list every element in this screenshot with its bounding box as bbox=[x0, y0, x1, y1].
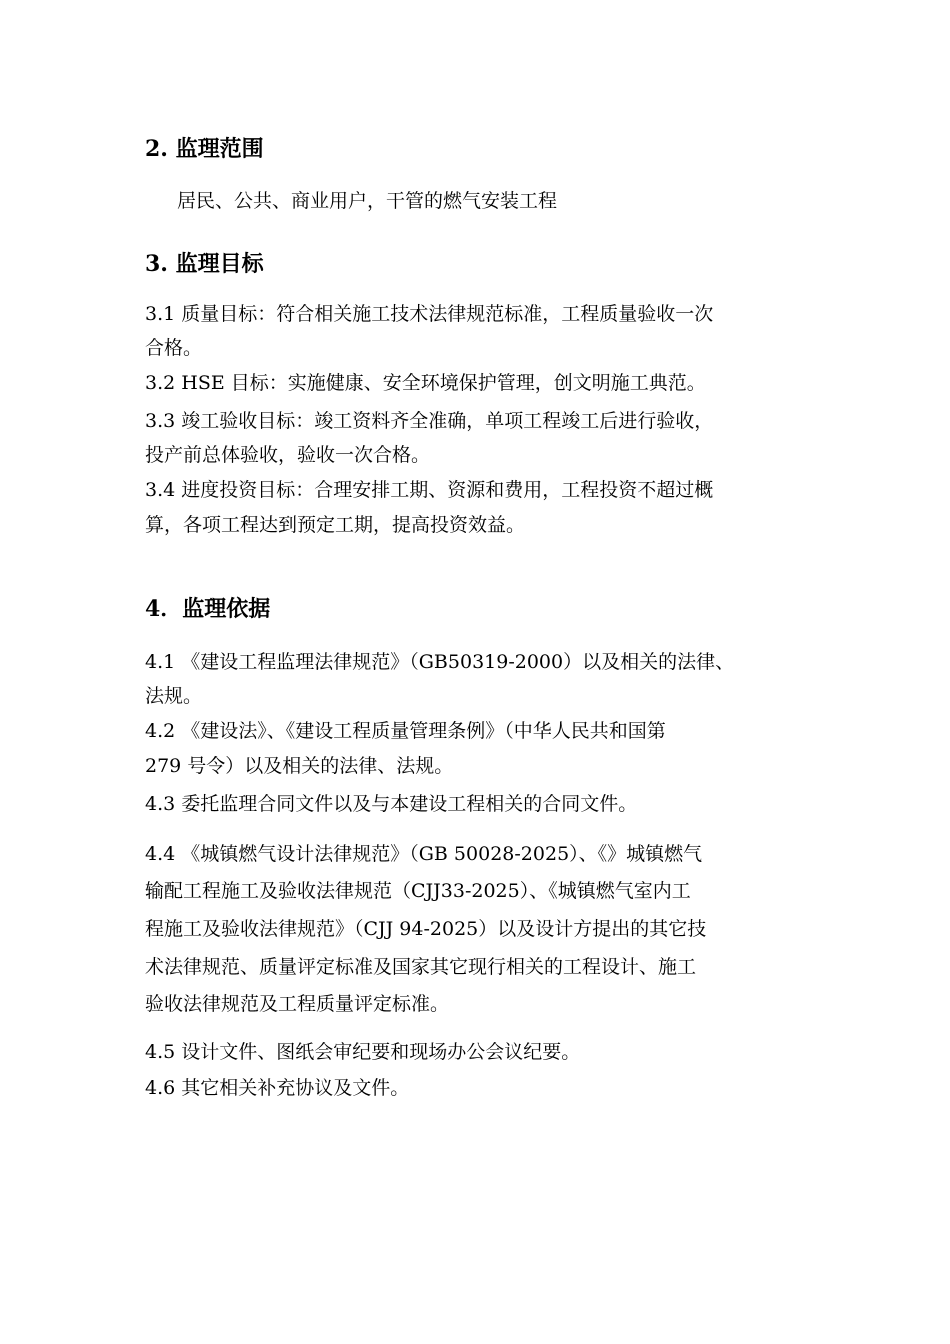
section-4-line: 4.5 设计文件、图纸会审纪要和现场办公会议纪要。 bbox=[145, 1041, 581, 1063]
section-3-line: 算，各项工程达到预定工期，提高投资效益。 bbox=[145, 514, 526, 536]
section-3-line: 合格。 bbox=[145, 337, 203, 359]
section-4-line: 4.3 委托监理合同文件以及与本建设工程相关的合同文件。 bbox=[145, 793, 638, 815]
section-3-line: 投产前总体验收，验收一次合格。 bbox=[145, 444, 431, 466]
section-3-line: 3.4 进度投资目标：合理安排工期、资源和费用，工程投资不超过概 bbox=[145, 479, 714, 501]
section-4-line: 4.6 其它相关补充协议及文件。 bbox=[145, 1077, 410, 1099]
section-3-line: 3.2 HSE 目标：实施健康、安全环境保护管理，创文明施工典范。 bbox=[145, 372, 706, 394]
section-4-line: 术法律规范、质量评定标准及国家其它现行相关的工程设计、施工 bbox=[145, 956, 697, 978]
section-3-heading: 3. 监理目标 bbox=[145, 251, 264, 277]
section-4-line: 法规。 bbox=[145, 685, 203, 707]
section-3-line: 3.3 竣工验收目标：竣工资料齐全准确，单项工程竣工后进行验收， bbox=[145, 410, 714, 432]
section-4-line: 输配工程施工及验收法律规范（CJJ33-2025）、《城镇燃气室内工 bbox=[145, 880, 691, 902]
section-3-line: 3.1 质量目标：符合相关施工技术法律规范标准，工程质量验收一次 bbox=[145, 303, 714, 325]
section-4-line: 4.4 《城镇燃气设计法律规范》（GB 50028-2025）、《》城镇燃气 bbox=[145, 843, 703, 865]
section-4-line: 4.1 《建设工程监理法律规范》（GB50319-2000）以及相关的法律、 bbox=[145, 651, 735, 673]
section-4-line: 279 号令）以及相关的法律、法规。 bbox=[145, 755, 454, 777]
section-2-heading: 2. 监理范围 bbox=[145, 136, 264, 162]
section-4-line: 4.2 《建设法》、《建设工程质量管理条例》（中华人民共和国第 bbox=[145, 720, 666, 742]
section-2-text: 居民、公共、商业用户，干管的燃气安装工程 bbox=[177, 190, 558, 212]
section-4-heading: 4．监理依据 bbox=[145, 596, 271, 622]
section-4-line: 程施工及验收法律规范》（CJJ 94-2025）以及设计方提出的其它技 bbox=[145, 918, 707, 940]
section-4-line: 验收法律规范及工程质量评定标准。 bbox=[145, 993, 450, 1015]
